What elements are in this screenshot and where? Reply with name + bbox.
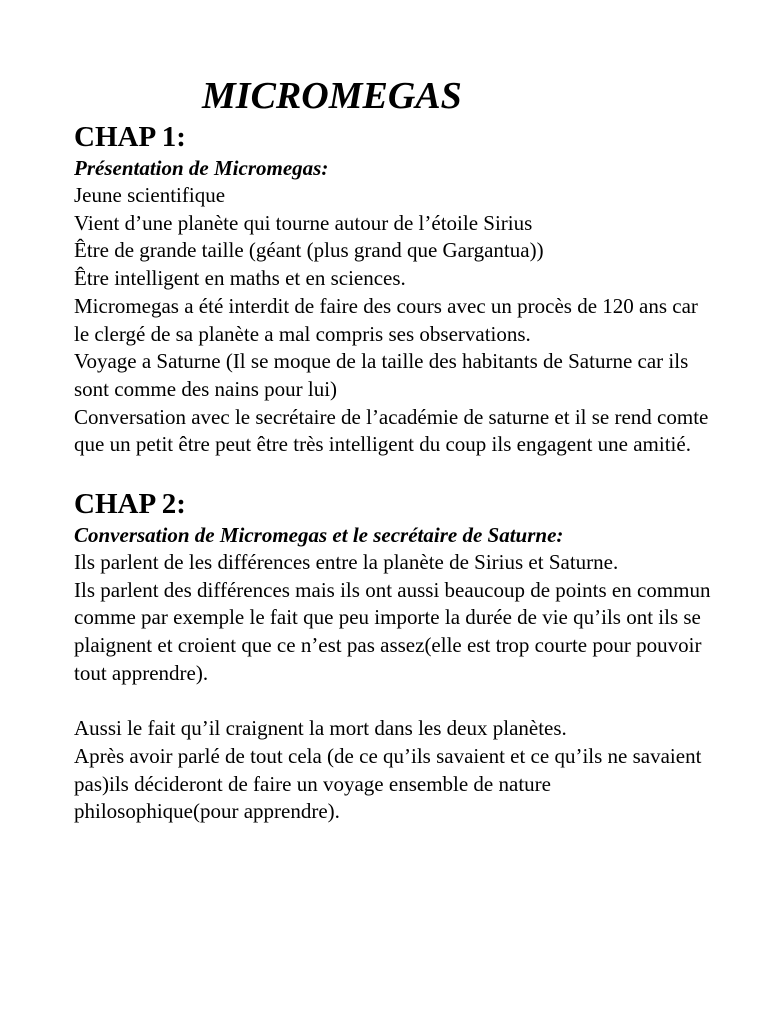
chapter-2-paragraph: Ils parlent des différences mais ils ont aussi beaucoup de points en commun comme par exemple le fait que peu importe la durée de vie qu’ils ont ils se plaignent et croient que ce n’est pas assez(elle est trop courte pour pouvoir tout apprendre). — [74, 577, 711, 685]
chapter-1-paragraph: Micromegas a été interdit de faire des cours avec un procès de 120 ans car le clergé de sa planète a mal compris ses observations. — [74, 293, 698, 346]
chapter-1-heading: CHAP 1: — [74, 121, 186, 153]
chapter-2-subheading: Conversation de Micromegas et le secrétaire de Saturne: — [74, 523, 564, 548]
chapter-2-heading: CHAP 2: — [74, 488, 186, 521]
chapter-1-paragraph: Vient d’une planète qui tourne autour de l’étoile Sirius — [74, 210, 533, 235]
chapter-1-paragraph: Conversation avec le secrétaire de l’académie de saturne et il se rend comte que un petit être peut être très intelligent du coup ils engagent une amitié. — [74, 404, 709, 457]
chapter-2-paragraph: Après avoir parlé de tout cela (de ce qu’ils savaient et ce qu’ils ne savaient pas)ils décideront de faire un voyage ensemble de nature philosophique(pour apprendre). — [74, 743, 702, 824]
chapter-1-paragraph: Jeune scientifique — [74, 183, 226, 207]
document-title: MICROMEGAS — [202, 75, 462, 117]
document-page — [74, 72, 714, 826]
chapter-1-subheading: Présentation de Micromegas: — [74, 156, 329, 180]
chapter-1-paragraph: Être intelligent en maths et en sciences. — [74, 266, 406, 291]
chapter-1 — [74, 120, 714, 459]
paragraph-spacer — [74, 688, 714, 716]
chapter-1-paragraph: Être de grande taille (géant (plus grand que Gargantua)) — [74, 238, 544, 263]
chapter-2-paragraph: Ils parlent de les différences entre la planète de Sirius et Saturne. — [74, 550, 619, 575]
chapter-1-paragraph: Voyage a Saturne (Il se moque de la taille des habitants de Saturne car ils sont comme des nains pour lui) — [74, 349, 689, 401]
chapter-2 — [74, 487, 714, 826]
chapter-2-paragraph: Aussi le fait qu’il craignent la mort dans les deux planètes. — [74, 716, 567, 741]
